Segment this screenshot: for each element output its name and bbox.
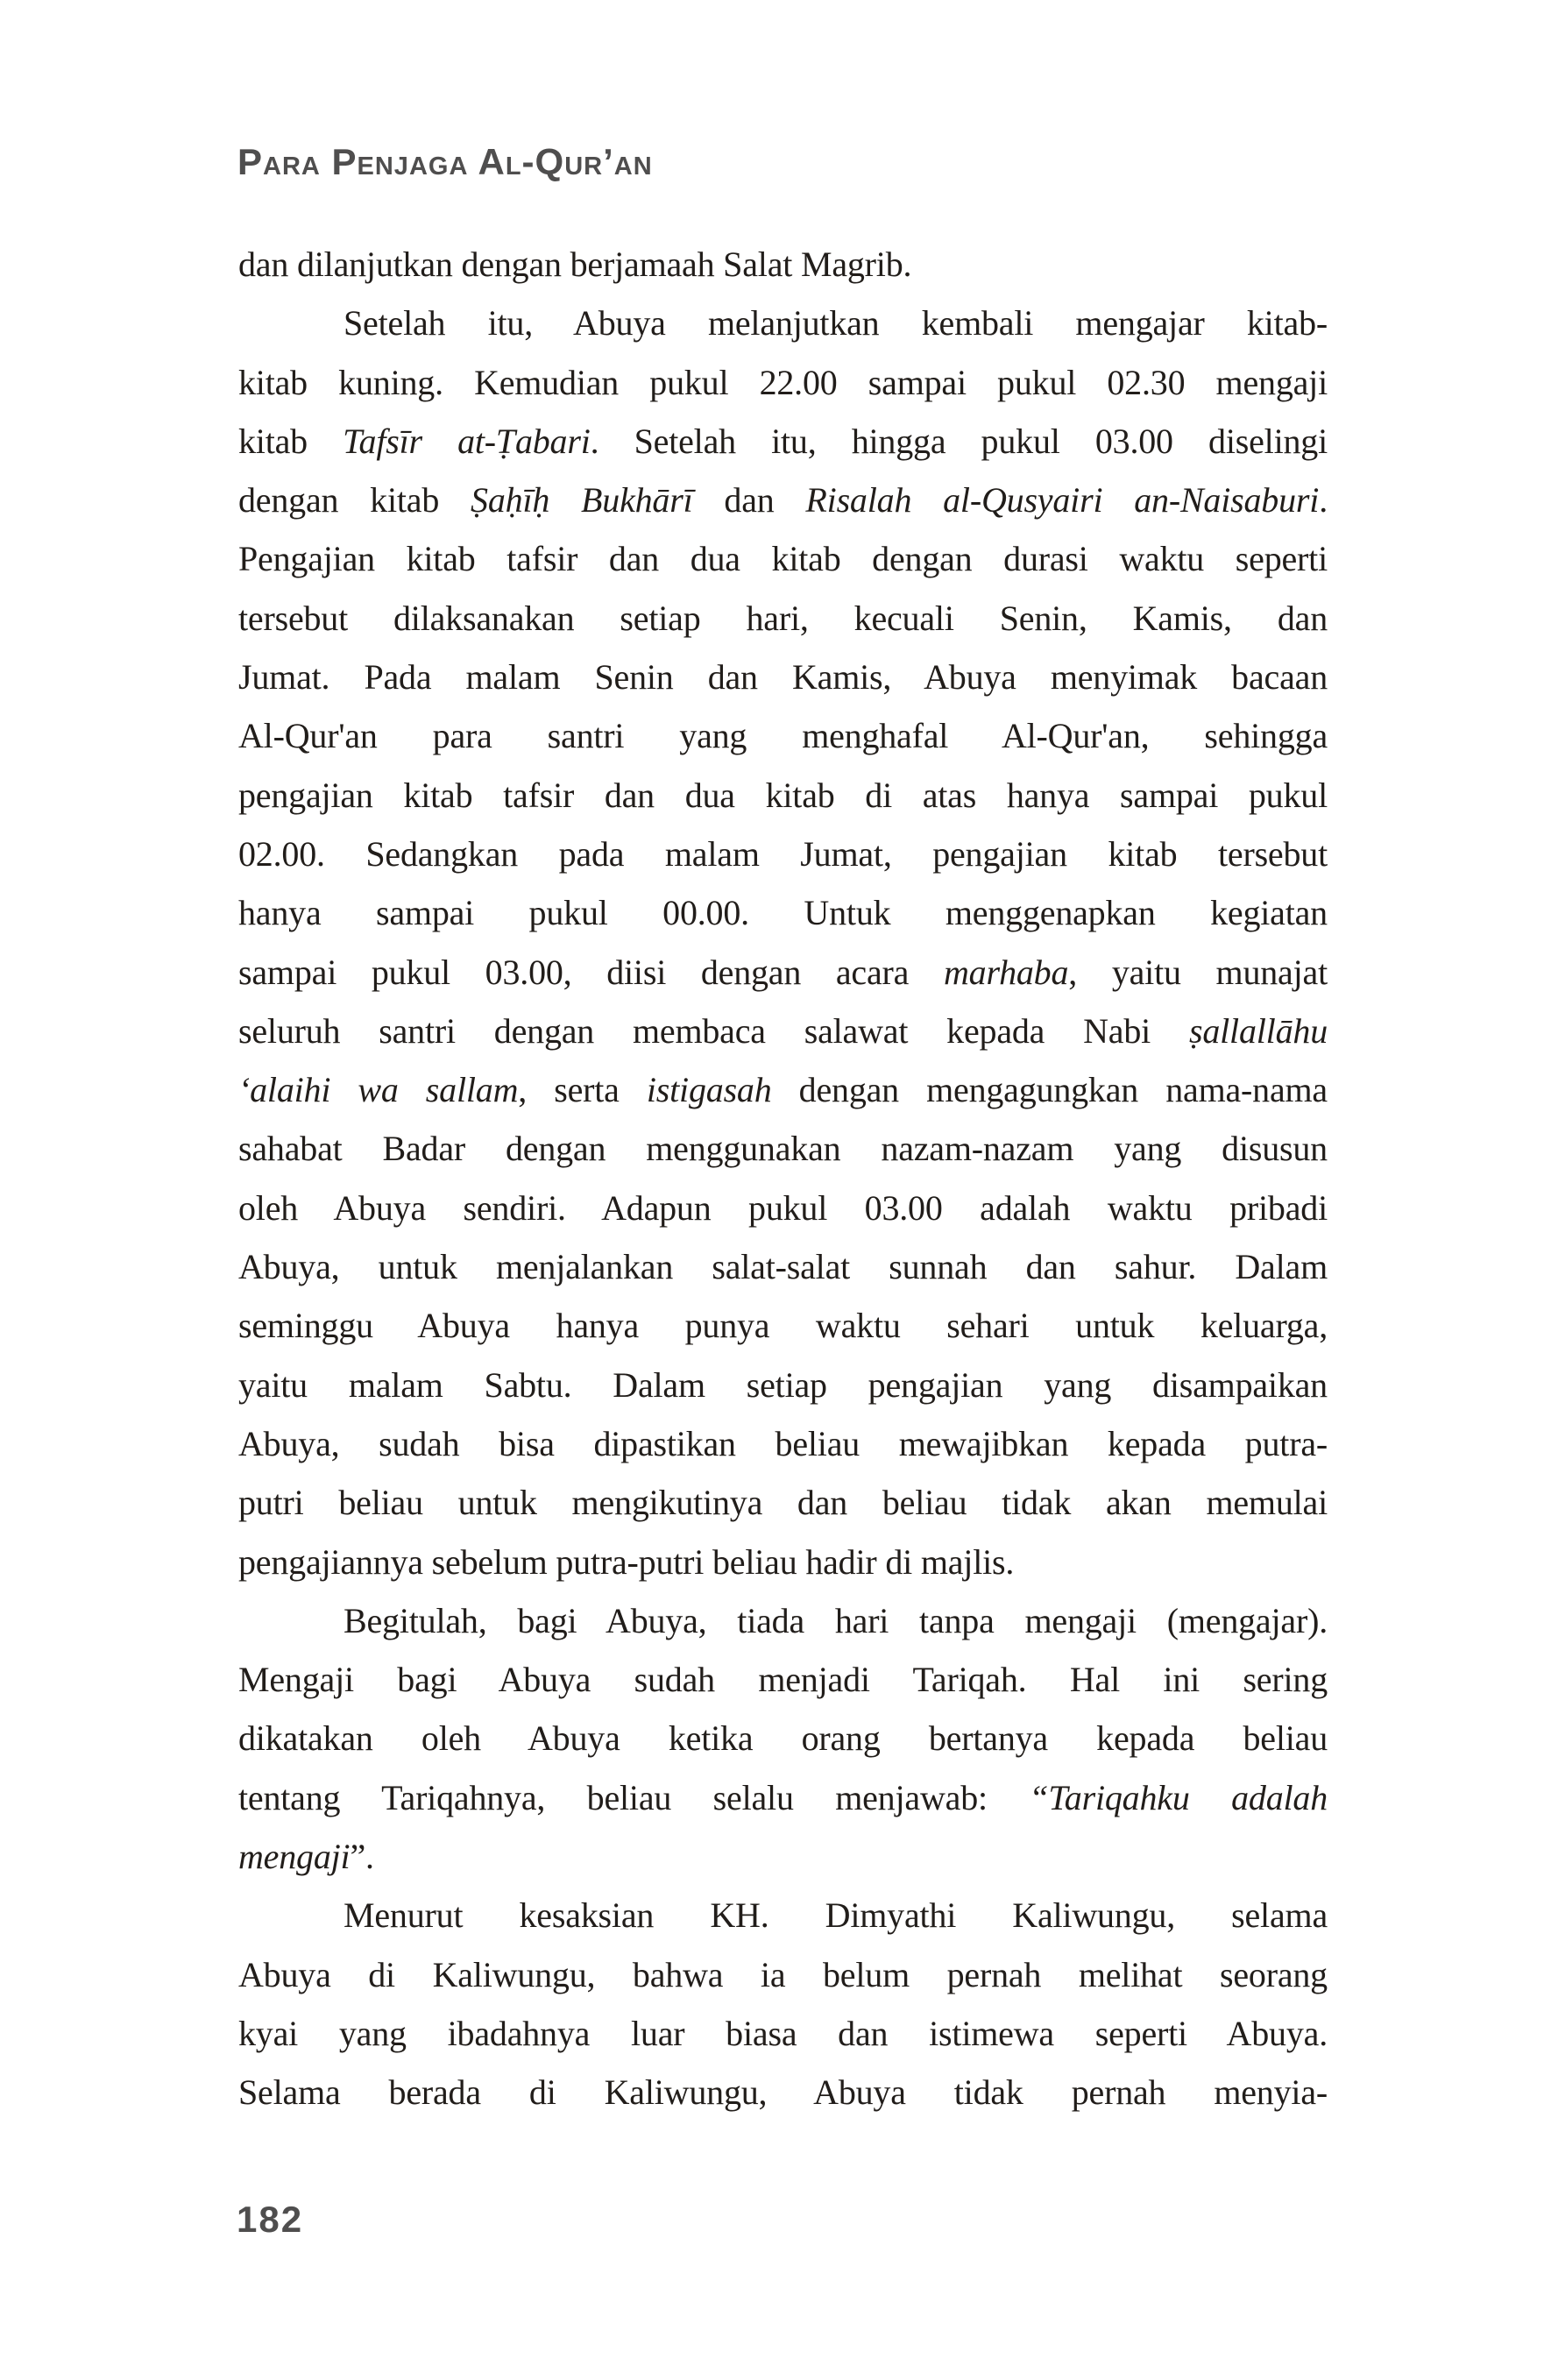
body-text-run: , yaitu munajat bbox=[1068, 952, 1328, 992]
body-text-italic-run: marhaba bbox=[943, 952, 1069, 992]
body-text-run: hanya sampai pukul 00.00. Untuk menggenapkan kegiatan bbox=[238, 893, 1328, 933]
body-text-run: Begitulah, bagi Abuya, tiada hari tanpa mengaji (mengajar). bbox=[343, 1600, 1328, 1640]
body-text-italic-run: “Tariqahku adalah bbox=[1029, 1777, 1328, 1817]
body-text-italic-run: ‘alaihi wa sallam bbox=[238, 1070, 519, 1110]
page-number: 182 bbox=[237, 2199, 304, 2240]
body-text-run: kyai yang ibadahnya luar biasa dan istimewa seperti Abuya. bbox=[238, 2013, 1328, 2053]
body-text-run: tersebut dilaksanakan setiap hari, kecuali Senin, Kamis, dan bbox=[238, 598, 1328, 638]
body-line bbox=[238, 1827, 1328, 1886]
body-text-run: Abuya di Kaliwungu, bahwa ia belum pernah melihat seorang bbox=[238, 1954, 1328, 1994]
body-text-run: kitab kuning. Kemudian pukul 22.00 sampai pukul 02.30 mengaji bbox=[238, 362, 1328, 402]
body-text-run: tentang Tariqahnya, beliau selalu menjawab: bbox=[238, 1777, 1030, 1817]
body-text-run: dengan kitab bbox=[238, 480, 471, 521]
body-line bbox=[238, 1237, 1328, 1296]
body-text-italic-run: Tafsīr at-Ṭabari bbox=[343, 421, 591, 461]
body-text-run: dikatakan oleh Abuya ketika orang bertanya kepada beliau bbox=[238, 1718, 1328, 1759]
body-line bbox=[238, 1886, 1328, 1944]
body-line bbox=[238, 412, 1328, 471]
body-line bbox=[238, 1356, 1328, 1414]
body-line bbox=[238, 1591, 1328, 1650]
page-body-text bbox=[238, 235, 1328, 2122]
body-text-run: pengajian kitab tafsir dan dua kitab di atas hanya sampai pukul bbox=[238, 775, 1328, 815]
body-text-run: dan dilanjutkan dengan berjamaah Salat Magrib. bbox=[238, 244, 912, 284]
body-text-run: Al-Qur'an para santri yang menghafal Al-Qur'an, sehingga bbox=[238, 716, 1328, 756]
body-line bbox=[238, 706, 1328, 765]
body-text-run: putri beliau untuk mengikutinya dan beliau tidak akan memulai bbox=[238, 1483, 1328, 1523]
body-text-run: dan bbox=[692, 480, 806, 521]
body-line bbox=[238, 235, 1328, 294]
body-text-run: seluruh santri dengan membaca salawat kepada Nabi bbox=[238, 1010, 1189, 1051]
body-text-italic-run: mengaji bbox=[238, 1837, 351, 1877]
body-text-run: Menurut kesaksian KH. Dimyathi Kaliwungu, selama bbox=[343, 1895, 1328, 1936]
body-text-run: ”. bbox=[350, 1837, 374, 1877]
body-line bbox=[238, 1296, 1328, 1355]
body-line bbox=[238, 294, 1328, 352]
body-line bbox=[238, 1650, 1328, 1709]
body-line bbox=[238, 943, 1328, 1002]
body-text-run: Abuya, sudah bisa dipastikan beliau mewajibkan kepada putra- bbox=[238, 1423, 1328, 1463]
body-text-italic-run: istigasah bbox=[646, 1070, 772, 1110]
body-line bbox=[238, 529, 1328, 588]
body-line bbox=[238, 1768, 1328, 1827]
body-text-run: dengan mengagungkan nama-nama bbox=[771, 1070, 1328, 1110]
running-header: Para Penjaga Al-Qur’an bbox=[237, 141, 653, 182]
body-line bbox=[238, 1060, 1328, 1119]
body-text-italic-run: Ṣaḥīḥ Bukhārī bbox=[471, 480, 693, 521]
body-text-run: Selama berada di Kaliwungu, Abuya tidak pernah menyia- bbox=[238, 2072, 1328, 2113]
body-text-italic-run: ṣallallāhu bbox=[1188, 1010, 1328, 1051]
body-line bbox=[238, 1119, 1328, 1178]
body-text-run: 02.00. Sedangkan pada malam Jumat, pengajian kitab tersebut bbox=[238, 833, 1328, 874]
body-line bbox=[238, 1945, 1328, 2004]
body-text-run: . Setelah itu, hingga pukul 03.00 diselingi bbox=[590, 421, 1328, 461]
body-text-run: Jumat. Pada malam Senin dan Kamis, Abuya menyimak bacaan bbox=[238, 657, 1328, 698]
body-line bbox=[238, 1179, 1328, 1237]
body-line bbox=[238, 648, 1328, 706]
body-text-run: yaitu malam Sabtu. Dalam setiap pengajian yang disampaikan bbox=[238, 1364, 1328, 1405]
body-line bbox=[238, 1709, 1328, 1767]
body-line bbox=[238, 1533, 1328, 1591]
body-line bbox=[238, 353, 1328, 412]
body-line bbox=[238, 2004, 1328, 2063]
body-text-run: Mengaji bagi Abuya sudah menjadi Tariqah. Hal ini sering bbox=[238, 1660, 1328, 1700]
body-line bbox=[238, 589, 1328, 648]
body-text-italic-run: Risalah al-Qusyairi an-Naisaburi bbox=[805, 480, 1320, 521]
body-text-run: sahabat Badar dengan menggunakan nazam-nazam yang disusun bbox=[238, 1129, 1328, 1169]
body-text-run: seminggu Abuya hanya punya waktu sehari untuk keluarga, bbox=[238, 1306, 1328, 1346]
body-line bbox=[238, 883, 1328, 942]
body-text-run: Abuya, untuk menjalankan salat-salat sunnah dan sahur. Dalam bbox=[238, 1247, 1328, 1287]
body-text-run: . bbox=[1319, 480, 1328, 521]
body-line bbox=[238, 471, 1328, 529]
body-text-run: Setelah itu, Abuya melanjutkan kembali mengajar kitab- bbox=[343, 303, 1328, 344]
body-text-run: sampai pukul 03.00, diisi dengan acara bbox=[238, 952, 944, 992]
body-text-run: , serta bbox=[518, 1070, 647, 1110]
body-line bbox=[238, 2063, 1328, 2121]
body-text-run: Pengajian kitab tafsir dan dua kitab dengan durasi waktu seperti bbox=[238, 539, 1328, 579]
body-line bbox=[238, 1002, 1328, 1060]
body-line bbox=[238, 825, 1328, 883]
body-text-run: pengajiannya sebelum putra-putri beliau hadir di majlis. bbox=[238, 1541, 1015, 1582]
body-line bbox=[238, 766, 1328, 825]
body-text-run: oleh Abuya sendiri. Adapun pukul 03.00 adalah waktu pribadi bbox=[238, 1187, 1328, 1228]
body-line bbox=[238, 1414, 1328, 1473]
body-text-run: kitab bbox=[238, 421, 343, 461]
body-line bbox=[238, 1473, 1328, 1532]
